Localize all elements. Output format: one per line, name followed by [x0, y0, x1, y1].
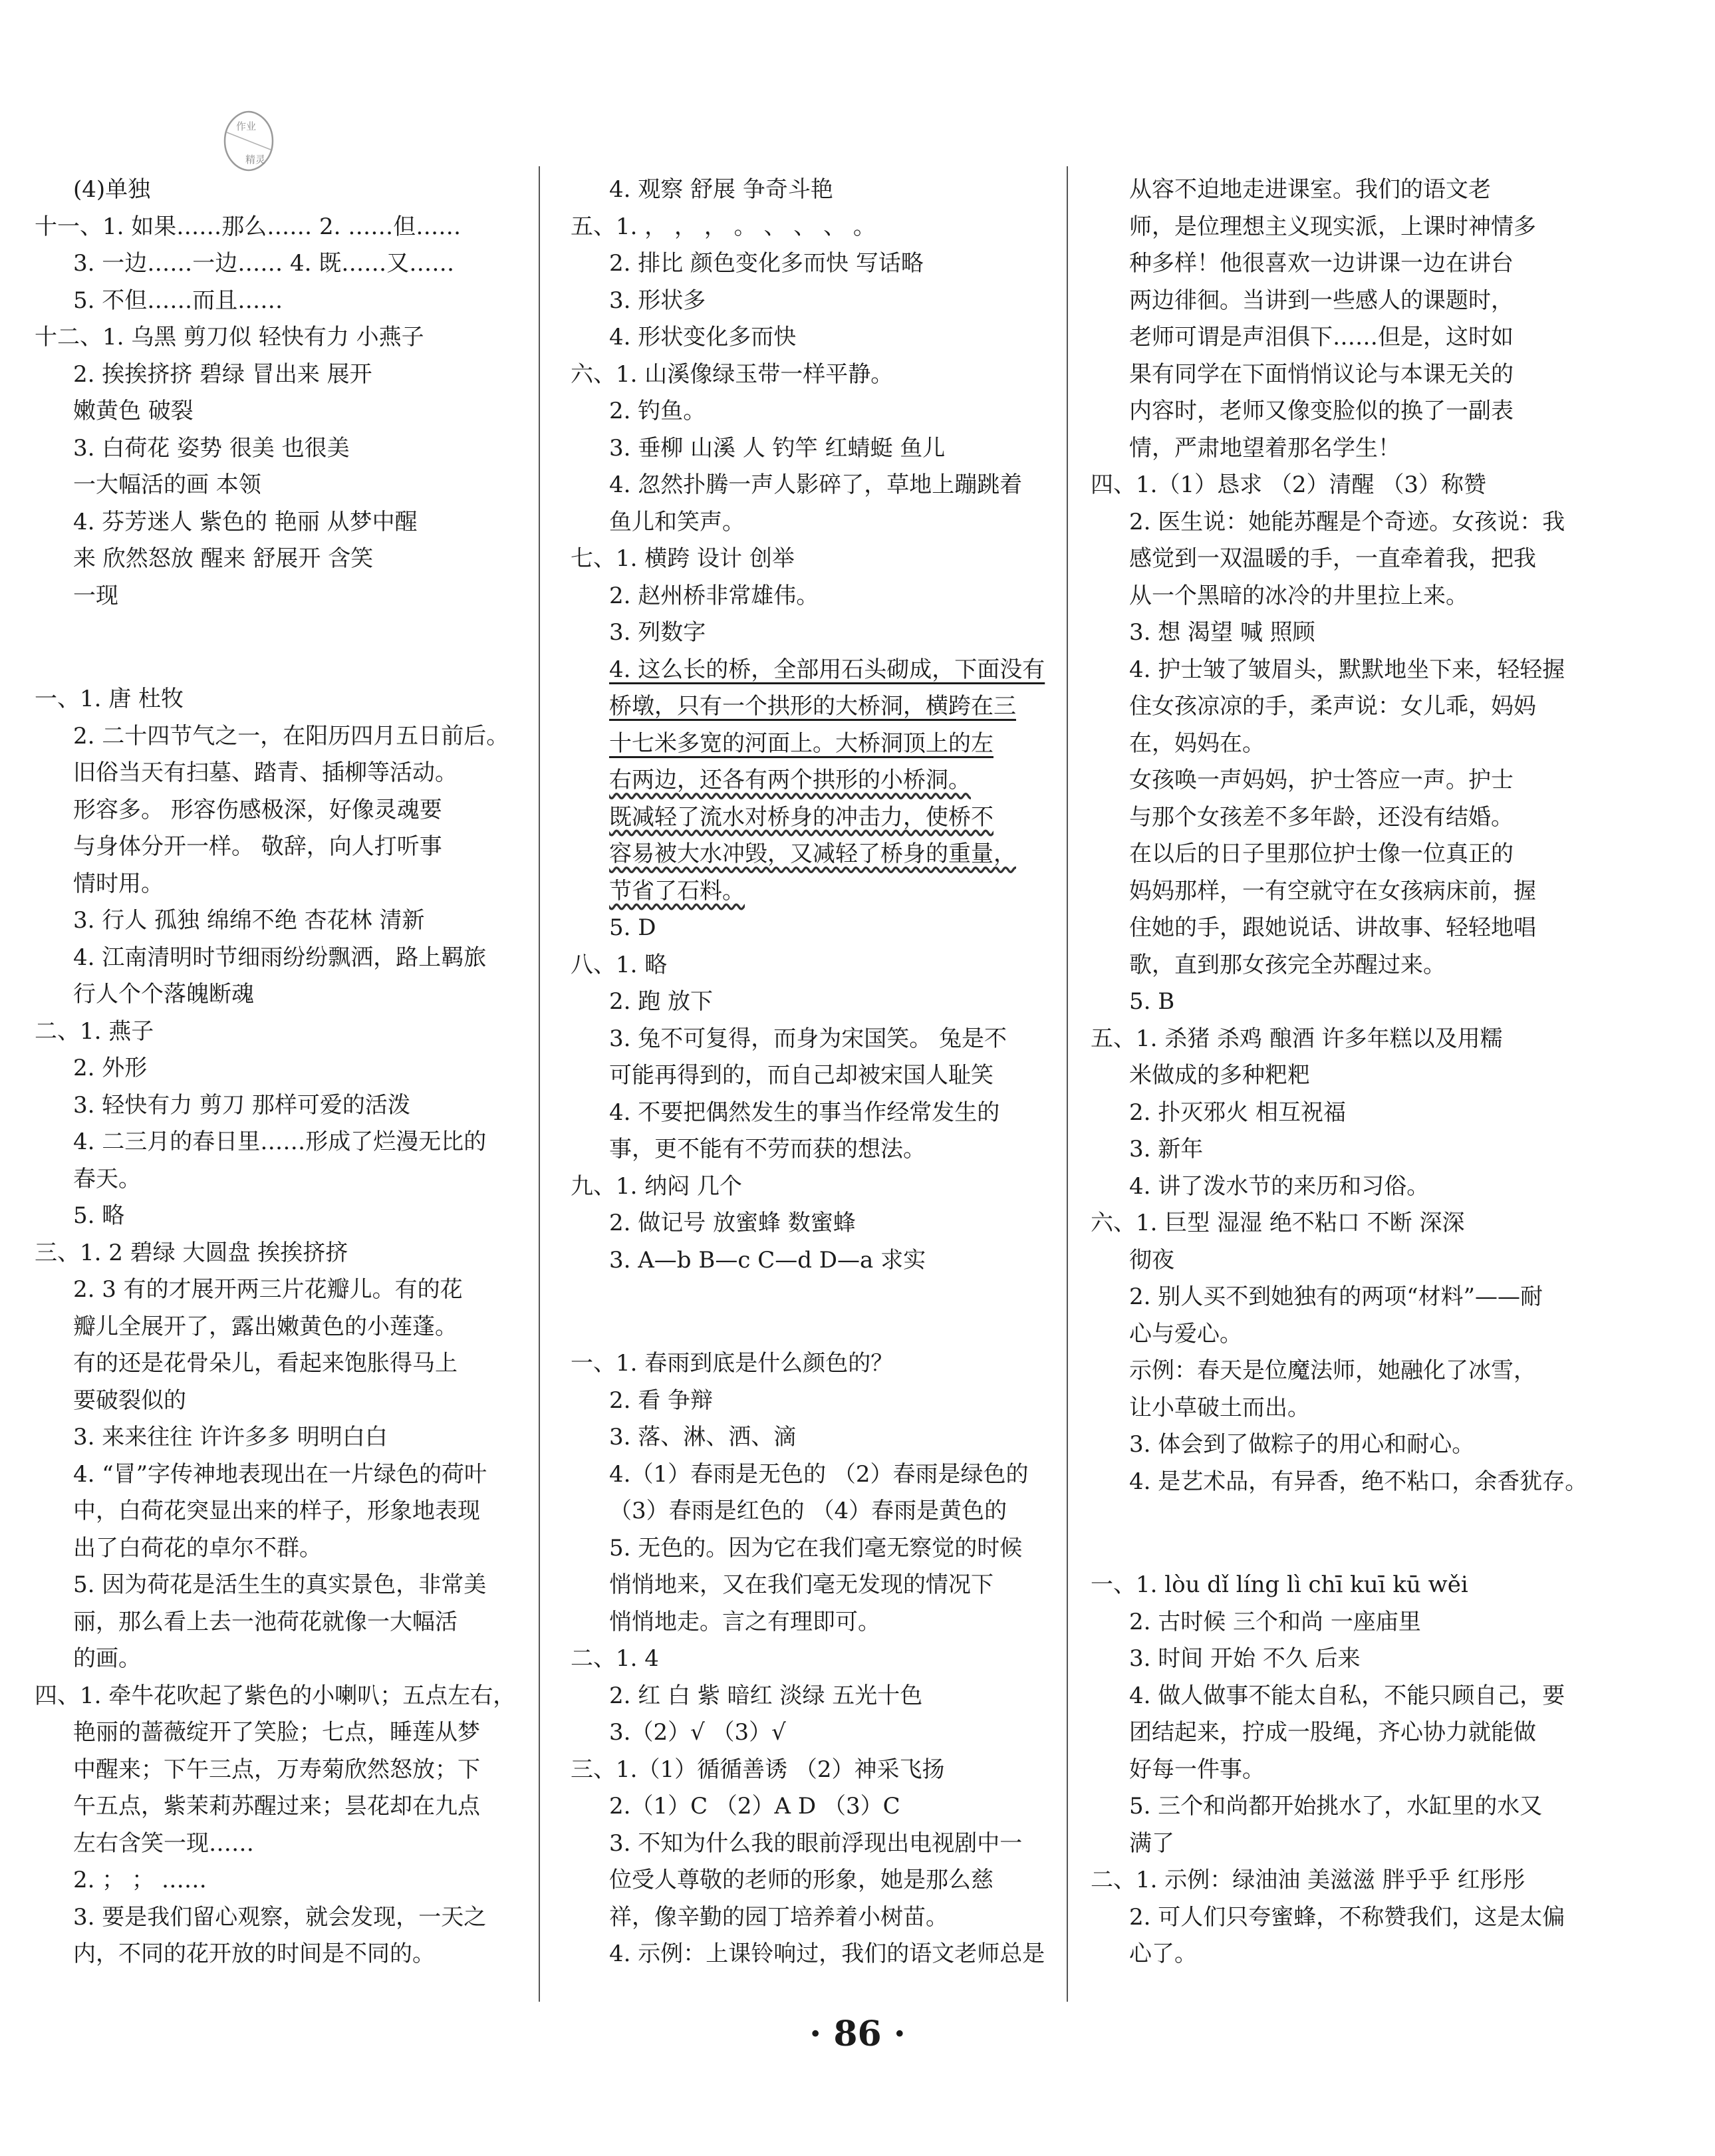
question-group-line: 二、1. 燕子 [35, 1017, 154, 1045]
question-group-line: 二、1. 4 [571, 1645, 659, 1672]
answer-line: 4.（1）春雨是无色的 （2）春雨是绿色的 [609, 1460, 1029, 1488]
underlined-answer-text: 右两边，还各有两个拱形的小桥洞。 [609, 767, 971, 793]
answer-line: 心与爱心。 [1129, 1320, 1242, 1347]
answer-line: 一现 [73, 582, 118, 609]
answer-line: 2. 排比 颜色变化多而快 写话略 [609, 250, 924, 277]
answer-line: 米做成的多种粑粑 [1129, 1062, 1310, 1089]
answer-line: 彻夜 [1129, 1246, 1174, 1274]
answer-line: (4)单独 [73, 176, 151, 203]
answer-line: 3. 形状多 [609, 287, 706, 314]
answer-line: 2. 医生说：她能苏醒是个奇迹。女孩说：我 [1129, 508, 1565, 535]
answer-line: 一大幅活的画 本领 [73, 472, 261, 498]
answer-line: 丽，那么看上去一池荷花就像一大幅活 [73, 1608, 458, 1635]
answer-line: 3. 垂柳 山溪 人 钓竿 红蜻蜓 鱼儿 [609, 434, 946, 462]
answer-line: 2. ； ； …… [73, 1867, 207, 1893]
answer-line: 2. 别人买不到她独有的两项“材料”——耐 [1129, 1283, 1543, 1310]
answer-line: 5. 三个和尚都开始挑水了，水缸里的水又 [1129, 1793, 1543, 1819]
answer-line: 位受人尊敬的老师的形象，她是那么慈 [609, 1867, 993, 1893]
answer-line [571, 799, 1049, 837]
answer-line: 团结起来，拧成一股绳，齐心协力就能做 [1129, 1719, 1536, 1746]
question-group-line: 十一、1. 如果……那么…… 2. ……但…… [35, 213, 462, 240]
answer-line: 示例：春天是位魔法师，她融化了冰雪， [1129, 1357, 1536, 1384]
answer-line: 感觉到一双温暖的手，一直牵着我，把我 [1129, 545, 1536, 572]
answer-line: 让小草破土而出。 [1129, 1394, 1310, 1421]
answer-line: 住她的手，跟她说话、讲故事、轻轻地唱 [1129, 914, 1536, 941]
answer-line: 4. 是艺术品，有异香，绝不粘口，余香犹存。 [1129, 1468, 1588, 1495]
answer-line: 4. 忽然扑腾一声人影碎了，草地上蹦跳着 [609, 472, 1023, 498]
section-heading [35, 614, 520, 681]
answer-line: 祥，像辛勤的园丁培养着小树苗。 [609, 1903, 948, 1931]
answer-line: 5. 因为荷花是活生生的真实景色，非常美 [73, 1571, 487, 1598]
answer-line: 2. 跑 放下 [609, 988, 714, 1015]
answer-line: 从容不迫地走进课室。我们的语文老 [1129, 176, 1491, 203]
answer-line: 4. 讲了泼水节的来历和习俗。 [1129, 1172, 1430, 1200]
answer-line [571, 652, 1049, 689]
question-group-line: 二、1. 示例：绿油油 美滋滋 胖乎乎 红彤彤 [1091, 1867, 1525, 1893]
answer-line: 事，更不能有不劳而获的想法。 [609, 1136, 926, 1162]
answer-line: 3. 行人 孤独 绵绵不绝 杏花林 清新 [73, 907, 425, 934]
svg-text:作业: 作业 [236, 120, 257, 132]
question-group-line: 九、1. 纳闷 几个 [571, 1172, 743, 1200]
answer-line: 2. 挨挨挤挤 碧绿 冒出来 展开 [73, 360, 372, 388]
answer-line: 4. 护士皱了皱眉头，默默地坐下来，轻轻握 [1129, 656, 1565, 683]
answer-line: 2. 二十四节气之一，在阳历四月五日前后。 [73, 722, 509, 749]
page-number: · 86 · [809, 2014, 906, 2054]
answer-line: 妈妈那样，一有空就守在女孩病床前，握 [1129, 877, 1536, 904]
answer-line [571, 762, 1049, 799]
svg-text:精灵: 精灵 [245, 154, 266, 166]
answer-line: 3. 要是我们留心观察，就会发现，一天之 [73, 1903, 487, 1931]
question-group-line: 七、1. 横跨 设计 创举 [571, 545, 795, 572]
answer-line: 从一个黑暗的冰冷的井里拉上来。 [1129, 582, 1468, 609]
answer-line: 出了白荷花的卓尔不群。 [73, 1534, 322, 1561]
answer-line: 3. 想 渴望 喊 照顾 [1129, 619, 1315, 646]
answer-line: 情，严肃地望着那名学生！ [1129, 434, 1400, 462]
answer-column-middle [571, 172, 1049, 1973]
answer-line: 嫩黄色 破裂 [73, 398, 194, 424]
answer-line: 可能再得到的，而自己却被宋国人耻笑 [609, 1062, 993, 1089]
answer-line: 艳丽的蔷薇绽开了笑脸；七点，睡莲从梦 [73, 1719, 480, 1746]
answer-line: 3. 来来往往 许许多多 明明白白 [73, 1424, 388, 1450]
answer-line: 2. 古时候 三个和尚 一座庙里 [1129, 1608, 1421, 1635]
answer-line: 午五点，紫茉莉苏醒过来；昙花却在九点 [73, 1793, 480, 1819]
answer-line: 3. A—b B—c C—d D—a 求实 [609, 1246, 926, 1274]
answer-line: 2. 赵州桥非常雄伟。 [609, 582, 819, 609]
answer-line: 3. 落、淋、洒、滴 [609, 1424, 797, 1450]
answer-line: 行人个个落魄断魂 [73, 981, 254, 1008]
underlined-answer-text: 既减轻了流水对桥身的冲击力，使桥不 [609, 803, 993, 831]
answer-line: 2. 看 争辩 [609, 1387, 714, 1414]
question-group-line: 三、1. 2 碧绿 大圆盘 挨挨挤挤 [35, 1239, 348, 1266]
answer-line: 2. 做记号 放蜜蜂 数蜜蜂 [609, 1210, 856, 1236]
answer-line: 情时用。 [73, 870, 164, 897]
answer-line: 内，不同的花开放的时间是不同的。 [73, 1941, 435, 1967]
answer-line: 中醒来；下午三点，万寿菊欣然怒放；下 [73, 1756, 480, 1783]
question-group-line: 六、1. 巨型 湿湿 绝不粘口 不断 深深 [1091, 1210, 1465, 1236]
answer-line: 内容时，老师又像变脸似的换了一副表 [1129, 398, 1514, 424]
answer-line: 在，妈妈在。 [1129, 730, 1265, 757]
answer-line: 2. 红 白 紫 暗红 淡绿 五光十色 [609, 1682, 923, 1709]
answer-line: 有的还是花骨朵儿，看起来饱胀得马上 [73, 1350, 458, 1377]
section-heading [571, 1279, 1049, 1345]
answer-line: 女孩唤一声妈妈，护士答应一声。护士 [1129, 767, 1514, 793]
answer-line: 4. 观察 舒展 争奇斗艳 [609, 176, 833, 203]
answer-line [571, 726, 1049, 763]
question-group-line: 一、1. lòu dǐ líng lì chī kuī kū wěi [1091, 1571, 1468, 1598]
column-divider-right [1067, 166, 1068, 2002]
answer-line: 3. 白荷花 姿势 很美 也很美 [73, 434, 350, 462]
underlined-answer-text: 容易被大水冲毁，又减轻了桥身的重量， [609, 841, 1016, 867]
answer-line: 鱼儿和笑声。 [609, 508, 745, 535]
answer-line: 旧俗当天有扫墓、踏青、插柳等活动。 [73, 759, 458, 786]
answer-line: 瓣儿全展开了，露出嫩黄色的小莲蓬。 [73, 1313, 458, 1340]
answer-line: 3. 体会到了做粽子的用心和耐心。 [1129, 1431, 1475, 1458]
answer-line: 2. 可人们只夸蜜蜂，不称赞我们，这是太偏 [1129, 1903, 1565, 1931]
answer-line: 2.（1）C （2）A D （3）C [609, 1793, 900, 1819]
answer-line: 4. 做人做事不能太自私，不能只顾自己，要 [1129, 1682, 1565, 1709]
answer-line: 2. 扑灭邪火 相互祝福 [1129, 1099, 1347, 1126]
answer-line: 4. 示例：上课铃响过，我们的语文老师总是 [609, 1941, 1045, 1967]
answer-line: 中，白荷花突显出来的样子，形象地表现 [73, 1498, 480, 1524]
answer-line: 悄悄地走。言之有理即可。 [609, 1608, 880, 1635]
answer-line: 左右含笑一现…… [73, 1829, 254, 1857]
answer-line: 满了 [1129, 1829, 1174, 1857]
question-group-line: 四、1. 牵牛花吹起了紫色的小喇叭；五点左右， [35, 1682, 516, 1709]
underlined-answer-text: 十七米多宽的河面上。大桥洞顶上的左 [609, 730, 993, 757]
answer-line: 4. 二三月的春日里……形成了烂漫无比的 [73, 1129, 487, 1155]
answer-line: 果有同学在下面悄悄议论与本课无关的 [1129, 360, 1514, 388]
answer-line: 5. 不但……而且…… [73, 287, 283, 314]
answer-line: 师，是位理想主义现实派，上课时神情多 [1129, 213, 1536, 240]
answer-line: 5. 无色的。因为它在我们毫无察觉的时候 [609, 1534, 1023, 1561]
answer-line: （3）春雨是红色的 （4）春雨是黄色的 [609, 1498, 1007, 1524]
answer-line: 3.（2）√ （3）√ [609, 1719, 786, 1746]
answer-line [571, 873, 1049, 910]
answer-line: 种多样！他很喜欢一边讲课一边在讲台 [1129, 250, 1514, 277]
question-group-line: 六、1. 山溪像绿玉带一样平静。 [571, 360, 894, 388]
answer-line: 来 欣然怒放 醒来 舒展开 含笑 [73, 545, 374, 572]
answer-line: 形容多。 形容伤感极深，好像灵魂要 [73, 796, 442, 823]
answer-line: 3. 不知为什么我的眼前浮现出电视剧中一 [609, 1829, 1023, 1857]
answer-line: 老师可谓是声泪俱下……但是，这时如 [1129, 324, 1514, 350]
answer-line: 好每一件事。 [1129, 1756, 1265, 1783]
answer-line: 2. 外形 [73, 1055, 148, 1081]
answer-line: 住女孩凉凉的手，柔声说：女儿乖，妈妈 [1129, 693, 1536, 720]
question-group-line: 一、1. 唐 杜牧 [35, 686, 184, 712]
answer-line: 与那个女孩差不多年龄，还没有结婚。 [1129, 803, 1514, 831]
question-group-line: 八、1. 略 [571, 951, 668, 978]
question-group-line: 三、1.（1）循循善诱 （2）神采飞扬 [571, 1756, 945, 1783]
stamp-watermark [223, 110, 275, 172]
section-heading [1091, 1500, 1689, 1567]
answer-line: 3. 兔不可复得，而身为宋国笑。 兔是不 [609, 1025, 1007, 1052]
answer-line: 在以后的日子里那位护士像一位真正的 [1129, 841, 1514, 867]
underlined-answer-text: 桥墩，只有一个拱形的大桥洞，横跨在三 [609, 693, 1016, 720]
answer-line: 要破裂似的 [73, 1387, 186, 1414]
answer-line [571, 836, 1049, 873]
answer-line: 4. 形状变化多而快 [609, 324, 797, 350]
column-divider-left [539, 166, 540, 2002]
question-group-line: 一、1. 春雨到底是什么颜色的？ [571, 1350, 894, 1377]
answer-line: 歌，直到那女孩完全苏醒过来。 [1129, 951, 1446, 978]
answer-line: 春天。 [73, 1165, 141, 1192]
question-group-line: 四、1.（1）恳求 （2）清醒 （3）称赞 [1091, 472, 1486, 498]
answer-line: 4. “冒”字传神地表现出在一片绿色的荷叶 [73, 1460, 487, 1488]
answer-column-left [35, 172, 520, 1973]
question-group-line: 十二、1. 乌黑 剪刀似 轻快有力 小燕子 [35, 324, 424, 350]
answer-line: 2. 3 有的才展开两三片花瓣儿。有的花 [73, 1276, 463, 1303]
answer-line: 3. 一边……一边…… 4. 既……又…… [73, 250, 455, 277]
answer-line: 悄悄地来，又在我们毫无发现的情况下 [609, 1571, 993, 1598]
answer-column-right [1091, 172, 1689, 1973]
answer-line: 两边徘徊。当讲到一些感人的课题时， [1129, 287, 1514, 314]
answer-line: 的画。 [73, 1645, 141, 1672]
answer-line: 3. 轻快有力 剪刀 那样可爱的活泼 [73, 1091, 410, 1119]
answer-line: 4. 不要把偶然发生的事当作经常发生的 [609, 1099, 1000, 1126]
answer-line: 3. 时间 开始 不久 后来 [1129, 1645, 1361, 1672]
answer-line [571, 688, 1049, 726]
answer-line: 4. 江南清明时节细雨纷纷飘洒，路上羁旅 [73, 944, 487, 971]
answer-line: 3. 列数字 [609, 619, 706, 646]
answer-line: 4. 芬芳迷人 紫色的 艳丽 从梦中醒 [73, 508, 418, 535]
underlined-answer-text: 节省了石料。 [609, 877, 745, 904]
answer-line: 3. 新年 [1129, 1136, 1204, 1162]
question-group-line: 五、1. ， ， ， 。 、 、 、 。 [571, 213, 876, 240]
answer-line: 心了。 [1129, 1941, 1197, 1967]
answer-line: 2. 钓鱼。 [609, 398, 706, 424]
question-group-line: 五、1. 杀猪 杀鸡 酿酒 许多年糕以及用糯 [1091, 1025, 1503, 1052]
answer-line: 5. D [609, 914, 656, 941]
answer-line: 与身体分开一样。 敬辞，向人打听事 [73, 833, 442, 860]
underlined-answer-text: 4. 这么长的桥，全部用石头砌成，下面没有 [609, 656, 1045, 683]
answer-line: 5. 略 [73, 1202, 125, 1229]
answer-line: 5. B [1129, 988, 1175, 1015]
